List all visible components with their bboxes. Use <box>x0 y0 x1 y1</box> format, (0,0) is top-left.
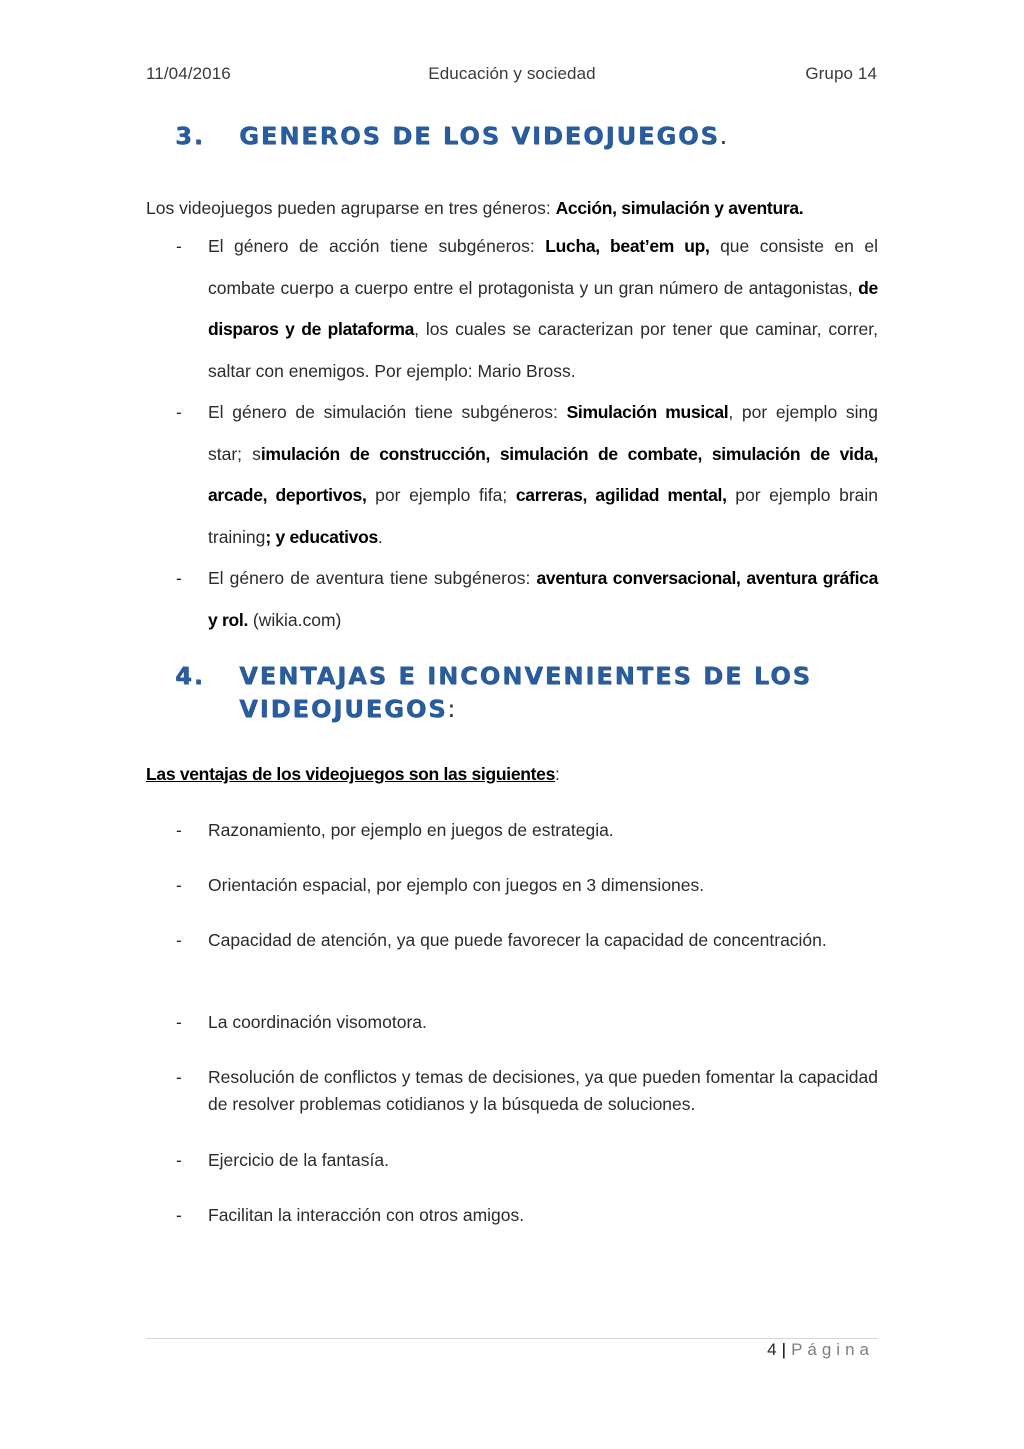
header-group: Grupo 14 <box>805 64 877 83</box>
list-item: - Razonamiento, por ejemplo en juegos de estrategia. <box>146 817 878 844</box>
list-item: - Ejercicio de la fantasía. <box>146 1147 878 1174</box>
section-3-title: GENEROS DE LOS VIDEOJUEGOS <box>239 122 720 150</box>
list-item: - Resolución de conflictos y temas de decisiones, ya que pueden fomentar la capacidad de resolver problemas cotidianos y la búsqueda de soluciones. <box>146 1064 878 1118</box>
list-item: - El género de aventura tiene subgéneros: aventura conversacional, aventura gráfica y rol. (wikia.com) <box>146 558 878 641</box>
list-dash: - <box>176 1067 182 1087</box>
intro-text: Los videojuegos pueden agruparse en tres géneros: <box>146 198 556 218</box>
list-dash: - <box>176 1012 182 1032</box>
list-item: - Facilitan la interacción con otros amigos. <box>146 1202 878 1229</box>
list-dash: - <box>176 236 182 256</box>
page-number: 4 <box>767 1340 777 1359</box>
header-title: Educación y sociedad <box>428 64 596 83</box>
list-dash: - <box>176 1150 182 1170</box>
header-date: 11/04/2016 <box>146 64 231 83</box>
footer-separator: | <box>781 1340 787 1359</box>
list-dash: - <box>176 1205 182 1225</box>
list-item: - El género de simulación tiene subgéneros: Simulación musical, por ejemplo sing star; simulación de construcción, simulación de combate, simulación de vida, arcade, deportivos, por ejemplo fifa; carreras, agilidad mental, por ejemplo brain training; y educativos. <box>146 392 878 558</box>
section-3-number: 3. <box>175 122 205 150</box>
section-4-title: VENTAJAS E INCONVENIENTES DE LOS VIDEOJUEGOS <box>239 662 812 723</box>
list-item: - Capacidad de atención, ya que puede favorecer la capacidad de concentración. <box>146 927 878 954</box>
section-4-number: 4. <box>175 662 205 690</box>
genre-list <box>146 226 878 641</box>
list-dash: - <box>176 875 182 895</box>
section-3-intro <box>146 196 878 220</box>
list-dash: - <box>176 568 182 588</box>
list-item: - Orientación espacial, por ejemplo con juegos en 3 dimensiones. <box>146 872 878 899</box>
section-4-title-punct: : <box>447 695 458 723</box>
list-dash: - <box>176 820 182 840</box>
list-item: - El género de acción tiene subgéneros: Lucha, beat’em up, que consiste en el combate cuerpo a cuerpo entre el protagonista y un gran número de antagonistas, de disparos y de plataforma, los cuales se caracterizan por tener que caminar, correr, saltar con enemigos. Por ejemplo: Mario Bross. <box>146 226 878 392</box>
page-word: Página <box>791 1340 874 1359</box>
list-dash: - <box>176 930 182 950</box>
list-dash: - <box>176 402 182 422</box>
list-item: - La coordinación visomotora. <box>146 1009 878 1036</box>
footer-divider <box>146 1338 878 1339</box>
intro-bold: Acción, simulación y aventura. <box>555 198 804 218</box>
advantages-subtitle: Las ventajas de los videojuegos son las siguientes: <box>146 764 560 784</box>
page-footer <box>767 1340 874 1360</box>
section-3-title-punct: . <box>719 122 730 150</box>
